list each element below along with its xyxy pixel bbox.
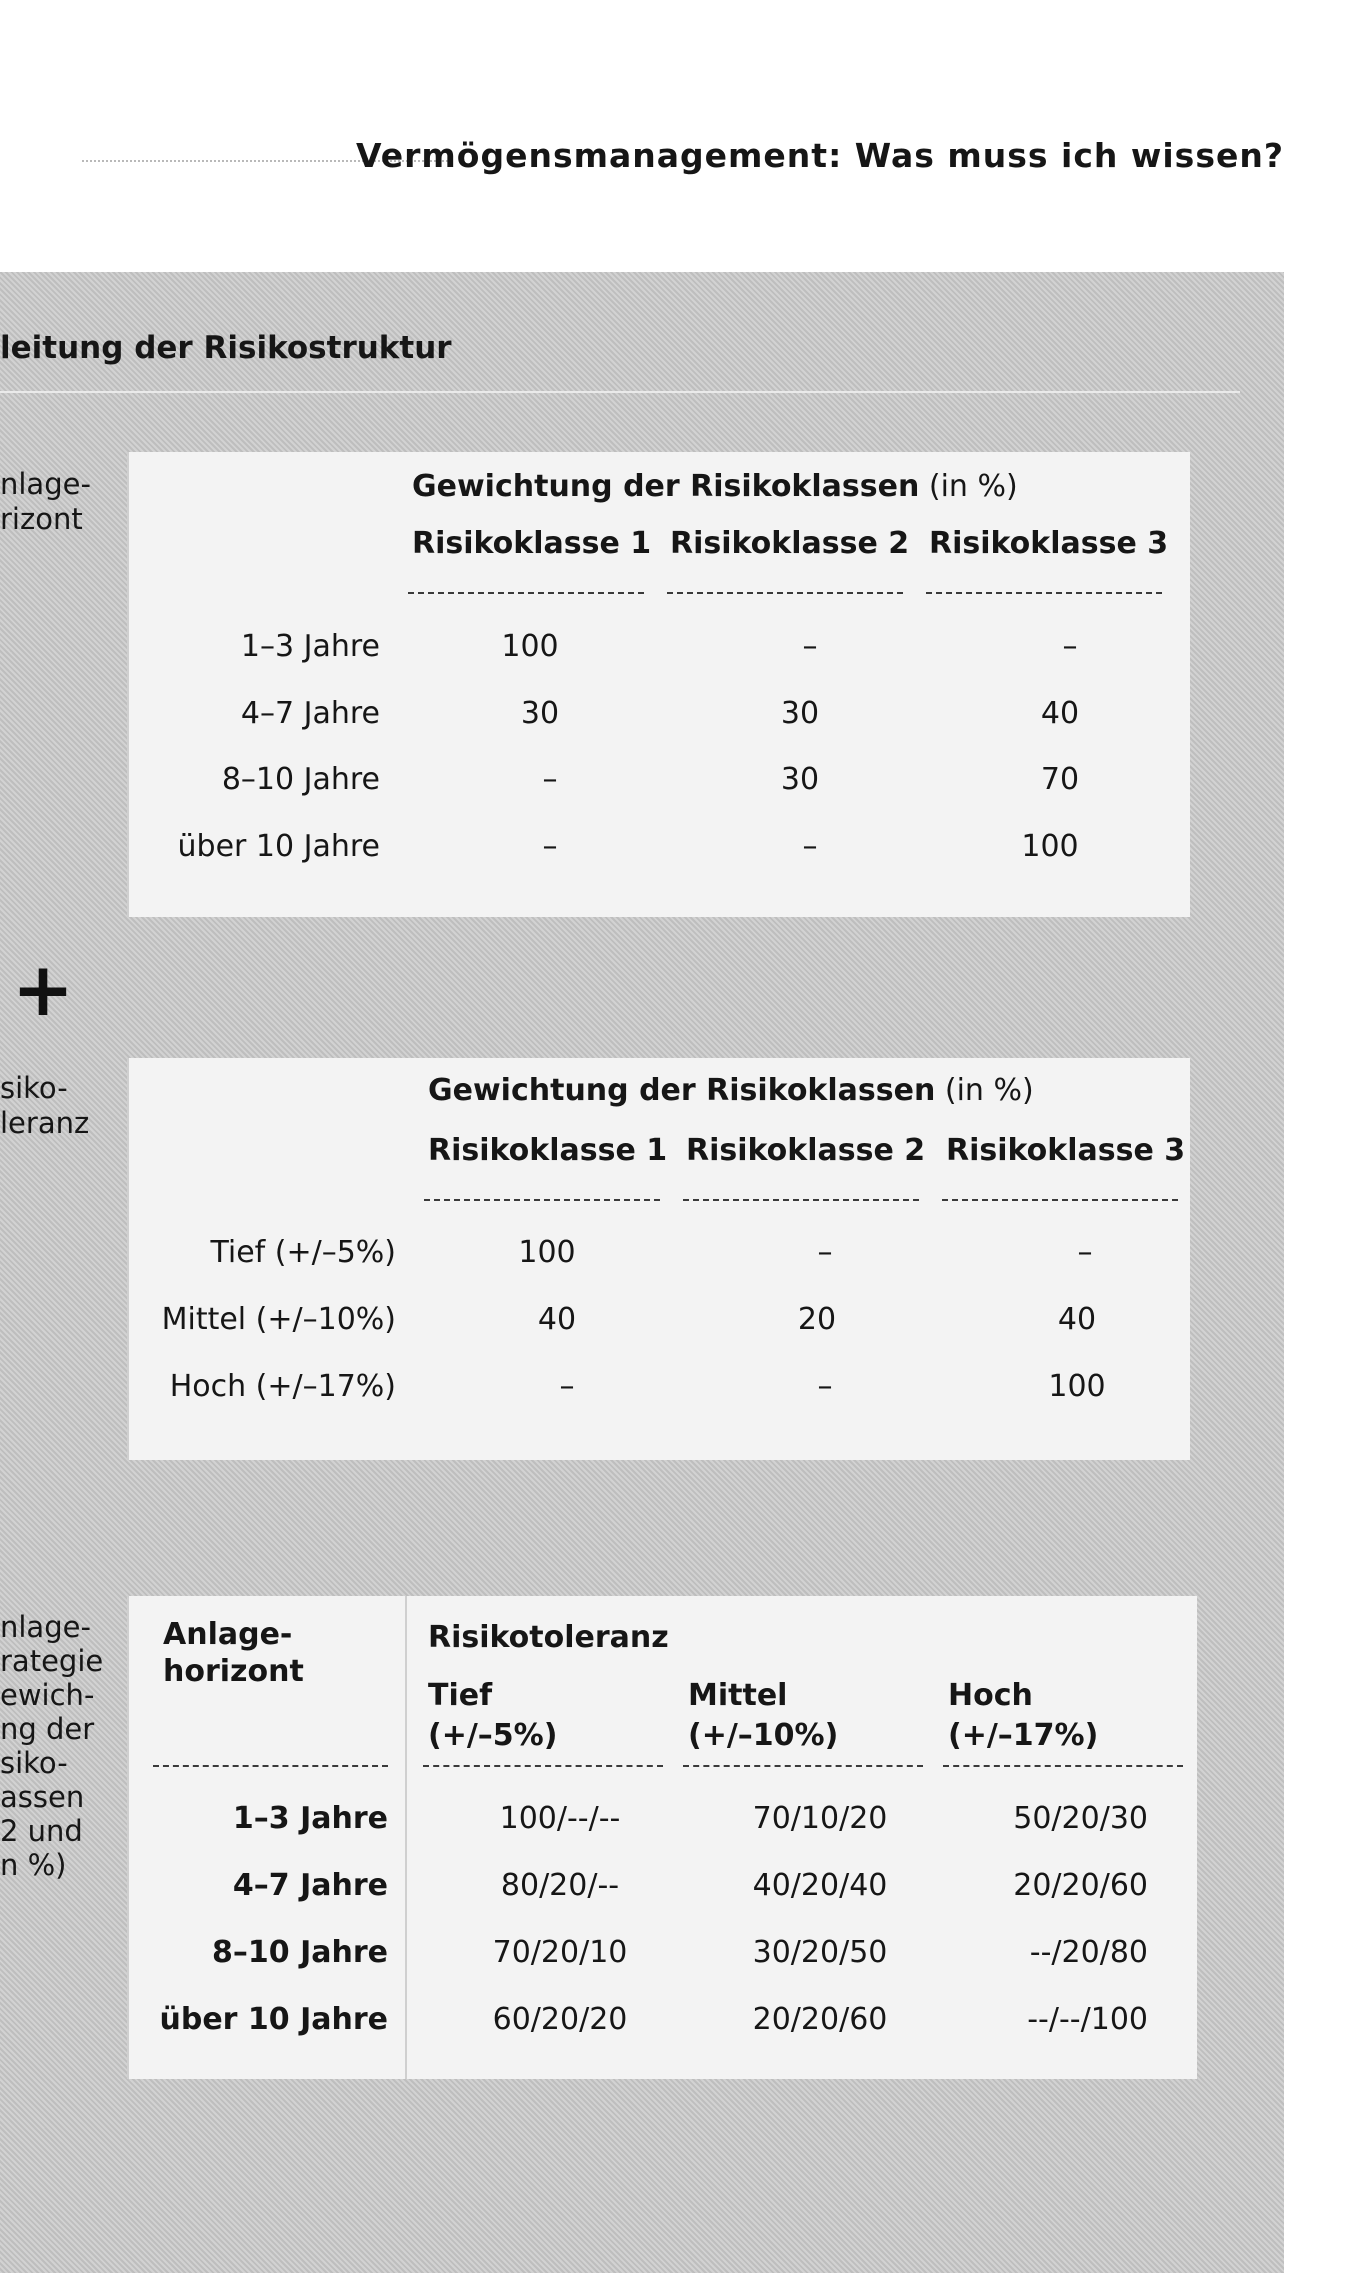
table2-heading-bold: Gewichtung der Risikoklassen [428,1073,936,1108]
table3-cell: 20/20/60 [752,2002,888,2037]
table1-cell: – [802,829,818,864]
table1-dashed-rule [408,592,644,594]
table1-dashed-rule [667,592,903,594]
running-header: Vermögensmanagement: Was muss ich wissen? [356,136,1284,175]
table3-dashed-rule [153,1765,388,1767]
table2-col-header: Risikoklasse 3 [946,1133,1186,1168]
table2-cell: – [817,1235,833,1270]
side-label-line: rategie [0,1644,104,1678]
plus-sign: + [12,947,75,1033]
table2-heading-unit: (in %) [944,1073,1034,1108]
table1-cell: – [542,762,558,797]
table2-dashed-rule [942,1199,1178,1201]
table3-cell: 40/20/40 [752,1868,888,1903]
table1-heading-unit: (in %) [928,469,1018,504]
table3-col-range: (+/–10%) [688,1718,839,1753]
table2-cell: 40 [1057,1302,1097,1337]
table1-cell: 40 [1040,696,1080,731]
table3-col-header [688,1676,838,1756]
side-label-anlagehorizont [0,467,91,537]
table3-group-header: Risikotoleranz [428,1620,669,1655]
table1-cell: – [802,629,818,664]
table2-cell: 100 [1048,1369,1106,1404]
table3-cell: 80/20/-- [500,1868,620,1903]
table2-cell: 40 [537,1302,577,1337]
side-label-line: ewich- [0,1678,95,1712]
table1-heading-bold: Gewichtung der Risikoklassen [412,469,920,504]
table3-row-header [163,1616,304,1690]
table1-col-header: Risikoklasse 1 [412,526,652,561]
table3-row-header-line: Anlage- [163,1617,293,1652]
table3-row-label: 4–7 Jahre [232,1868,388,1903]
table3-col-range: (+/–17%) [948,1718,1099,1753]
table3-col-name: Tief [428,1678,493,1713]
side-label-risikotoleranz [0,1071,89,1141]
table2-col-header: Risikoklasse 1 [428,1133,668,1168]
table3-col-name: Mittel [688,1678,788,1713]
table3-dashed-rule [683,1765,923,1767]
table3-col-name: Hoch [948,1678,1033,1713]
table2-row-label: Tief (+/–5%) [210,1235,396,1270]
table3-row-header-line: horizont [163,1654,304,1689]
table3-dashed-rule [423,1765,663,1767]
table1-cell: – [1062,629,1078,664]
side-label-line: siko- [0,1071,68,1105]
table3-cell: 60/20/20 [492,2002,628,2037]
side-label-anlagestrategie [0,1610,103,1882]
table2-cell: – [559,1369,575,1404]
table3-cell: --/--/100 [1027,2002,1148,2037]
table3-dashed-rule [943,1765,1183,1767]
table1-cell: 30 [780,696,820,731]
table2-row-label: Hoch (+/–17%) [169,1369,396,1404]
table1-col-header: Risikoklasse 2 [670,526,910,561]
side-label-line: nlage- [0,1610,91,1644]
table3-row-label: 1–3 Jahre [232,1801,388,1836]
table3-row-label: über 10 Jahre [159,2002,388,2037]
table3-col-header [428,1676,557,1756]
table1-row-label: 8–10 Jahre [221,762,380,797]
side-label-line: leranz [0,1106,90,1140]
table1-cell: 30 [520,696,560,731]
table2-dashed-rule [683,1199,919,1201]
table1-heading [412,469,1018,505]
table2-dashed-rule [424,1199,660,1201]
table2-cell: 100 [518,1235,576,1270]
table1-cell: 100 [1021,829,1079,864]
side-label-line: n %) [0,1848,67,1882]
table1-row-label: 4–7 Jahre [240,696,380,731]
table1-cell: 30 [780,762,820,797]
side-label-line: assen [0,1780,85,1814]
table3-col-range: (+/–5%) [428,1718,558,1753]
table3-cell: 20/20/60 [1013,1868,1148,1903]
table1-col-header: Risikoklasse 3 [929,526,1169,561]
table3-cell: 70/20/10 [492,1935,628,1970]
table1-cell: 100 [501,629,559,664]
table2-cell: – [817,1369,833,1404]
table2-cell: – [1077,1235,1093,1270]
table1-row-label: 1–3 Jahre [240,629,380,664]
table1-cell: 70 [1040,762,1080,797]
table2-col-header: Risikoklasse 2 [686,1133,926,1168]
section-title: leitung der Risikostruktur [0,330,452,366]
table3-cell: 30/20/50 [752,1935,888,1970]
table2-heading [428,1073,1034,1109]
table1-row-label: über 10 Jahre [177,829,380,864]
table3-cell: 50/20/30 [1013,1801,1148,1836]
side-label-line: siko- [0,1746,68,1780]
table-divider [405,1596,407,2079]
table3-cell: --/20/80 [1029,1935,1148,1970]
table2-cell: 20 [797,1302,837,1337]
table3-col-header [948,1676,1098,1756]
table3-cell: 100/--/-- [499,1801,621,1836]
side-label-line: rizont [0,502,83,536]
side-label-line: nlage- [0,467,91,501]
table3-row-label: 8–10 Jahre [212,1935,388,1970]
side-label-line: 2 und [0,1814,83,1848]
table2-row-label: Mittel (+/–10%) [161,1302,396,1337]
side-label-line: ng der [0,1712,95,1746]
title-rule [0,391,1240,393]
table3-cell: 70/10/20 [752,1801,888,1836]
table1-cell: – [542,829,558,864]
table1-dashed-rule [926,592,1162,594]
